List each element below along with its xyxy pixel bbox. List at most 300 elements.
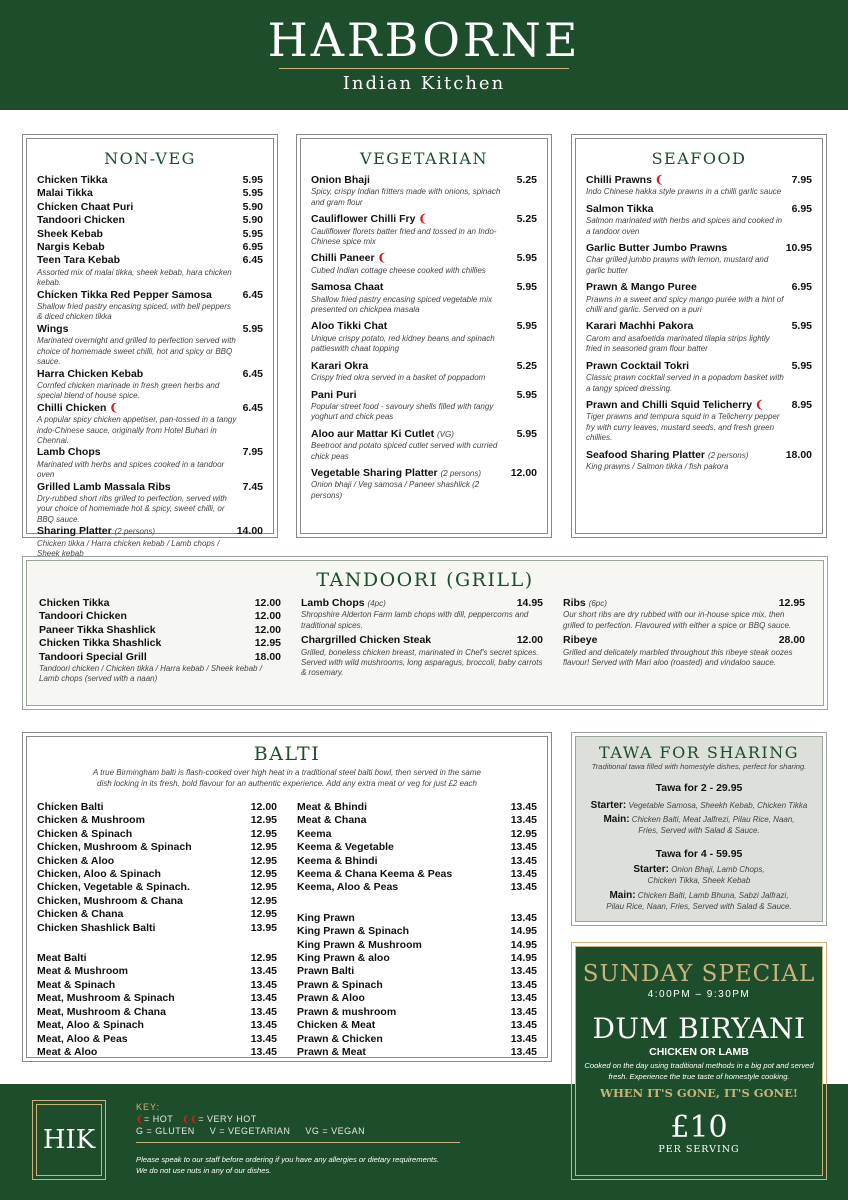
- item-name-text: Seafood Sharing Platter: [586, 448, 706, 461]
- item-price: 14.95: [510, 952, 537, 965]
- item-name: [297, 1046, 537, 1059]
- menu-item: [297, 965, 537, 978]
- item-price: 12.95: [250, 814, 277, 827]
- item-name-text: King Prawn & Mushroom: [297, 938, 422, 951]
- item-desc: Carom and asafoetida marinated tilapia strips lightly fried in seasoned gram flour batter: [586, 333, 770, 354]
- item-name-text: Chicken Chaat Puri: [37, 200, 134, 213]
- item-name: [301, 597, 543, 610]
- item-price: 13.45: [510, 881, 537, 894]
- item-price: 13.45: [510, 814, 537, 827]
- sunday-time: 4:00PM – 9:30PM: [647, 989, 751, 1000]
- item-desc: Salmon marinated with herbs and spices and cooked in a tandoor oven: [586, 216, 783, 236]
- header: [0, 0, 848, 110]
- item-price: 13.45: [510, 841, 537, 854]
- menu-item: [301, 634, 543, 679]
- item-portion: (4pc): [367, 599, 386, 608]
- item-name: [297, 952, 537, 965]
- item-desc: Chicken tikka / Harra chicken kebab / Lamb chops / Sheek kebab: [37, 538, 220, 558]
- item-name: [311, 428, 537, 441]
- menu-item: [37, 402, 263, 447]
- item-name-text: Nargis Kebab: [37, 241, 105, 254]
- menu-item: [311, 281, 537, 315]
- menu-item: [37, 979, 277, 992]
- item-name-text: Meat, Mushroom & Chana: [37, 1005, 166, 1018]
- item-name: [37, 952, 277, 965]
- allergy-note: [136, 1154, 439, 1176]
- item-name: [37, 481, 263, 494]
- item-desc: Shropshire Alderton Farm lamb chops with dill, peppercorns and traditional spices.: [301, 610, 529, 630]
- item-name-text: Chicken & Meat: [297, 1019, 376, 1032]
- item-name: [37, 1006, 277, 1019]
- tawa-4-main: Chicken Balti, Lamb Bhuna, Sabzi Jalfrazi, Pilau Rice, Naan, Fries, Served with Salad & Sauce.: [606, 891, 792, 911]
- item-desc: Cornfed chicken marinade in fresh green herbs and special blend of house spice.: [37, 380, 220, 401]
- item-name: [37, 841, 277, 854]
- vegetarian-title: VEGETARIAN: [360, 149, 488, 168]
- menu-item: [37, 952, 277, 965]
- item-name-text: Vegetable Sharing Platter: [311, 466, 438, 479]
- menu-item: [297, 814, 537, 827]
- item-price: 13.45: [250, 992, 277, 1005]
- item-name: [311, 467, 537, 480]
- item-name-text: Chicken, Aloo & Spinach: [37, 868, 161, 881]
- item-name-text: Chargrilled Chicken Steak: [301, 634, 432, 647]
- item-price: 12.00: [250, 801, 277, 813]
- item-name: [297, 1006, 537, 1019]
- item-name-text: Chicken Shashlick Balti: [37, 921, 156, 934]
- item-desc: Popular street food - savoury shells filled with tangy yoghurt and chick peas: [311, 401, 494, 422]
- item-name: [586, 281, 812, 294]
- item-price: 13.45: [250, 1005, 277, 1018]
- item-name-text: Tandoori Chicken: [39, 610, 127, 623]
- menu-item: [563, 634, 805, 668]
- item-desc: King prawns / Salmon tikka / fish pakora: [586, 461, 729, 471]
- item-name: [39, 637, 281, 650]
- item-name: [586, 174, 812, 187]
- menu-item: [297, 1006, 537, 1019]
- item-name: [311, 389, 537, 402]
- menu-item: [297, 1046, 537, 1059]
- menu-item: [37, 814, 277, 827]
- item-price: 6.45: [242, 288, 263, 301]
- item-name: [297, 841, 537, 854]
- balti-title: BALTI: [253, 743, 321, 765]
- menu-item: [37, 895, 277, 908]
- item-name: [37, 801, 277, 814]
- item-name: [37, 228, 263, 241]
- tawa-4-starter: Onion Bhaji, Lamb Chops, Chicken Tikka, Sheek Kebab: [647, 865, 765, 885]
- item-name: [39, 597, 281, 610]
- item-name-text: Prawn & Meat: [297, 1045, 366, 1058]
- item-name: [37, 992, 277, 1005]
- tawa-title: TAWA FOR SHARING: [599, 743, 799, 762]
- item-name: [37, 895, 277, 908]
- menu-item: [37, 187, 263, 200]
- item-name: [37, 201, 263, 214]
- item-desc: Cauliflower florets batter fried and tossed in an Indo-Chinese spice mix: [311, 226, 497, 247]
- item-price: 12.95: [250, 841, 277, 854]
- item-name-text: Prawn & Aloo: [297, 992, 365, 1005]
- menu-item: [37, 241, 263, 254]
- key-hot-line: [136, 1114, 257, 1125]
- restaurant-title: HARBORNE: [267, 13, 581, 67]
- menu-item: [297, 1033, 537, 1046]
- tawa-subtitle: Traditional tawa filled with homestyle dishes, perfect for sharing.: [591, 762, 807, 771]
- item-price: 12.00: [254, 610, 281, 623]
- tawa-2-starter-label: Starter:: [590, 800, 627, 811]
- item-price: 12.95: [254, 637, 281, 650]
- menu-item: [563, 597, 805, 631]
- item-name: [37, 814, 277, 827]
- item-name-text: Aloo aur Mattar Ki Cutlet: [311, 427, 435, 440]
- item-name: [39, 610, 281, 623]
- item-name: [37, 908, 277, 921]
- item-name: [297, 801, 537, 814]
- item-name-text: Meat & Aloo: [37, 1045, 98, 1058]
- item-name: [37, 828, 277, 841]
- item-name-text: Chicken Balti: [37, 801, 104, 813]
- item-name-text: Karari Machhi Pakora: [586, 320, 694, 333]
- menu-item: [37, 841, 277, 854]
- menu-item: [37, 855, 277, 868]
- item-name: [586, 242, 812, 255]
- balti-col1a: [27, 801, 287, 935]
- item-name: [37, 979, 277, 992]
- vegetarian-list: [301, 174, 547, 501]
- menu-item: [311, 252, 537, 276]
- item-portion: (2 persons): [440, 468, 482, 478]
- item-name: [37, 402, 263, 415]
- menu-item: [37, 1019, 277, 1032]
- item-name: [37, 922, 277, 935]
- item-desc: Tiger prawns and tempura squid in a Telicherry pepper fry with curry leaves, mustard seeds, and fresh green chillies.: [586, 412, 780, 443]
- item-name-text: Grilled Lamb Massala Ribs: [37, 480, 171, 493]
- item-price: 12.00: [254, 597, 281, 609]
- item-name-text: Meat & Spinach: [37, 978, 116, 991]
- item-name-text: Tandoori Chicken: [37, 214, 125, 227]
- menu-item: [297, 952, 537, 965]
- menu-item: [297, 855, 537, 868]
- item-name: [37, 368, 263, 381]
- menu-item: [37, 868, 277, 881]
- item-name-text: Chicken, Mushroom & Spinach: [37, 841, 192, 854]
- menu-item: [297, 939, 537, 952]
- sunday-title: SUNDAY SPECIAL: [582, 961, 816, 987]
- item-name-text: Chicken, Vegetable & Spinach.: [37, 881, 190, 894]
- item-desc: Spicy, crispy Indian fritters made with onions, spinach and gram flour: [311, 187, 501, 207]
- item-name: [297, 965, 537, 978]
- item-desc: Our short ribs are dry rubbed with our in-house spice mix, then grilled to perfection. Flavoured with either a spice or BBQ sauce.: [563, 610, 792, 630]
- item-price: 5.95: [516, 388, 537, 401]
- item-price: 6.45: [242, 367, 263, 380]
- item-price: 13.45: [250, 978, 277, 991]
- item-price: 13.45: [250, 1019, 277, 1032]
- item-price: 5.95: [516, 320, 537, 333]
- item-name-text: Keema & Chana Keema & Peas: [297, 868, 453, 881]
- item-price: 12.95: [250, 881, 277, 894]
- item-price: 13.45: [250, 1045, 277, 1058]
- item-desc: Crispy fried okra served in a basket of poppadom: [311, 373, 486, 383]
- chilli-icon: ❨: [752, 398, 764, 411]
- chilli-icon: ❨: [136, 1114, 145, 1124]
- item-name-text: Prawn & mushroom: [297, 1005, 397, 1018]
- key-hot: = HOT: [144, 1114, 174, 1124]
- item-name-text: Karari Okra: [311, 359, 369, 372]
- menu-item: [37, 446, 263, 480]
- menu-item: [37, 228, 263, 241]
- sunday-price: £10: [670, 1110, 728, 1145]
- menu-item: [37, 881, 277, 894]
- item-name-text: Teen Tara Kebab: [37, 254, 121, 267]
- item-price: 13.45: [510, 854, 537, 867]
- item-price: 6.95: [791, 281, 812, 294]
- menu-item: [311, 428, 537, 462]
- sunday-desc: Cooked on the day using traditional methods in a big pot and served fresh. Experience the true taste of homestyle cooking.: [584, 1061, 814, 1081]
- item-name: [586, 360, 812, 373]
- item-price: 7.95: [242, 446, 263, 459]
- menu-item: [297, 979, 537, 992]
- vegetarian-section: [300, 138, 548, 534]
- item-name: [297, 925, 537, 938]
- header-rule: [279, 68, 569, 69]
- item-price: 5.25: [516, 213, 537, 226]
- item-name-text: Chicken & Mushroom: [37, 814, 145, 827]
- item-price: 12.00: [516, 634, 543, 647]
- tandoori-section: [26, 560, 824, 706]
- menu-item: [37, 201, 263, 214]
- balti-section: [26, 736, 548, 1058]
- item-price: 6.95: [242, 241, 263, 254]
- item-price: 5.95: [791, 320, 812, 333]
- item-price: 7.45: [242, 480, 263, 493]
- item-price: 13.45: [510, 1005, 537, 1018]
- item-name: [37, 254, 263, 267]
- item-price: 13.45: [510, 911, 537, 924]
- item-name-text: Cauliflower Chilli Fry: [311, 213, 416, 226]
- item-desc: Classic prawn cocktail served in a popadom basket with a tangy spiced dressing.: [586, 373, 784, 393]
- item-price: 5.95: [516, 427, 537, 440]
- menu-item: [297, 881, 537, 894]
- item-price: 13.95: [250, 921, 277, 934]
- item-name-text: Prawn & Chicken: [297, 1032, 383, 1045]
- item-price: 12.95: [250, 894, 277, 907]
- tawa-for-2: Tawa for 2 - 29.95: [655, 782, 743, 794]
- menu-item: [297, 925, 537, 938]
- item-price: 12.95: [510, 827, 537, 840]
- item-price: 13.45: [510, 868, 537, 881]
- item-name: [37, 289, 263, 302]
- item-name-text: Chicken Tikka Shashlick: [39, 637, 162, 650]
- item-name: [297, 979, 537, 992]
- item-name: [586, 203, 812, 216]
- item-name-text: Keema: [297, 827, 332, 840]
- item-desc: Unique crispy potato, red kidney beans and spinach pattieswith chaat topping: [311, 333, 495, 354]
- item-name: [586, 449, 812, 462]
- menu-item: [311, 467, 537, 501]
- item-name: [311, 174, 537, 187]
- tawa-2-main-label: Main:: [603, 814, 630, 825]
- hik-logo: HIK: [36, 1104, 102, 1176]
- menu-item: [297, 801, 537, 814]
- item-price: 6.45: [242, 401, 263, 414]
- item-portion: (VG): [437, 429, 454, 439]
- item-name: [297, 939, 537, 952]
- item-name-text: Chilli Chicken: [37, 401, 107, 414]
- item-name-text: Chicken Tikka Red Pepper Samosa: [37, 288, 212, 301]
- menu-item: [37, 992, 277, 1005]
- item-price: 13.45: [250, 1032, 277, 1045]
- item-name: [37, 525, 263, 538]
- key-very-hot: = VERY HOT: [198, 1114, 257, 1124]
- item-price: 5.95: [516, 281, 537, 294]
- item-price: 12.95: [250, 868, 277, 881]
- nonveg-title: NON-VEG: [104, 149, 196, 168]
- item-name-text: Keema & Vegetable: [297, 841, 394, 854]
- item-name-text: Meat & Bhindi: [297, 801, 367, 813]
- item-price: 13.45: [510, 801, 537, 813]
- item-name: [37, 1019, 277, 1032]
- item-name-text: Salmon Tikka: [586, 202, 654, 215]
- menu-item: [297, 841, 537, 854]
- item-price: 28.00: [778, 634, 805, 647]
- item-price: 6.45: [242, 254, 263, 267]
- item-name: [39, 651, 281, 664]
- item-desc: Dry-rubbed short ribs grilled to perfection, served with your choice of homemade hot & spicy, sweet chilli, or BBQ sauce.: [37, 493, 227, 524]
- menu-item: [586, 449, 812, 473]
- item-portion: (6pc): [588, 599, 607, 608]
- item-price: 5.90: [242, 214, 263, 227]
- menu-item: [297, 828, 537, 841]
- key-label: KEY:: [136, 1102, 161, 1112]
- menu-item: [37, 1046, 277, 1059]
- item-desc: Grilled, boneless chicken breast, marinated in Chef's secret spices. Served with wild mushrooms, long asparagus, broccoli, baby carrots & rosemary.: [301, 647, 543, 678]
- item-price: 6.95: [791, 202, 812, 215]
- chilli-icon: ❨: [106, 401, 119, 414]
- item-name: [37, 241, 263, 254]
- footer-rule: [136, 1142, 460, 1143]
- item-name: [297, 814, 537, 827]
- item-name: [297, 868, 537, 881]
- item-name-text: Chicken & Aloo: [37, 854, 115, 867]
- item-name-text: Chicken & Chana: [37, 908, 124, 921]
- item-name-text: Paneer Tikka Shashlick: [39, 623, 156, 636]
- item-name: [37, 1046, 277, 1059]
- item-name-text: Meat Balti: [37, 952, 87, 965]
- item-price: 12.95: [250, 952, 277, 965]
- menu-item: [37, 254, 263, 288]
- menu-item: [586, 399, 812, 444]
- item-name: [301, 634, 543, 647]
- menu-item: [586, 174, 812, 198]
- item-name: [37, 214, 263, 227]
- menu-item: [37, 481, 263, 526]
- menu-item: [37, 289, 263, 323]
- item-name-text: Lamb Chops: [301, 597, 365, 609]
- item-name-text: Wings: [37, 322, 69, 335]
- item-name: [37, 881, 277, 894]
- item-desc: Grilled and delicately marbled throughout this ribeye steak oozes flavour! Served with Mari aloo (roasted) and vindaloo sauce.: [563, 647, 793, 668]
- balti-col2a: [287, 801, 547, 895]
- item-name: [37, 187, 263, 200]
- item-price: 12.00: [254, 623, 281, 636]
- menu-item: [311, 174, 537, 208]
- item-desc: A popular spicy chicken appetiser, pan-tossed in a tangy indo-Chinese sauce, originally from Hotel Buhari in Chennai.: [37, 415, 237, 445]
- item-name: [297, 912, 537, 925]
- allergy-note-1: Please speak to our staff before ordering if you have any allergies or dietary requirements.: [136, 1155, 440, 1164]
- item-name: [297, 992, 537, 1005]
- menu-item: [37, 368, 263, 402]
- item-name-text: Chicken & Spinach: [37, 827, 133, 840]
- item-name: [311, 320, 537, 333]
- menu-item: [297, 868, 537, 881]
- sunday-special: [575, 946, 823, 1176]
- item-price: 5.95: [791, 359, 812, 372]
- sunday-gone: WHEN IT'S GONE, IT'S GONE!: [600, 1086, 798, 1100]
- balti-col1b: [27, 952, 287, 1059]
- item-name: [37, 1033, 277, 1046]
- menu-item: [39, 637, 281, 650]
- item-name: [311, 360, 537, 373]
- item-name-text: Malai Tikka: [37, 187, 93, 200]
- menu-item: [37, 174, 263, 187]
- item-name: [37, 855, 277, 868]
- item-name: [586, 399, 812, 412]
- item-name: [297, 1033, 537, 1046]
- item-portion: (2 persons): [114, 527, 156, 537]
- sunday-dish: DUM BIRYANI: [592, 1012, 806, 1045]
- item-portion: (2 persons): [707, 450, 749, 460]
- item-name-text: Prawn & Mango Puree: [586, 281, 697, 294]
- item-name-text: Chilli Paneer: [311, 252, 375, 265]
- tandoori-col3: [553, 597, 815, 685]
- allergy-note-2: We do not use nuts in any of our dishes.: [136, 1166, 272, 1175]
- item-name-text: Prawn Cocktail Tokri: [586, 359, 690, 372]
- item-name: [297, 828, 537, 841]
- item-price: 5.95: [516, 252, 537, 265]
- chilli-icon: ❨: [374, 252, 387, 265]
- item-name-text: Keema, Aloo & Peas: [297, 881, 399, 894]
- item-name: [311, 281, 537, 294]
- item-name-text: Lamb Chops: [37, 446, 101, 459]
- item-name-text: Ribeye: [563, 634, 598, 647]
- item-name: [311, 213, 537, 226]
- menu-item: [37, 908, 277, 921]
- menu-item: [39, 610, 281, 623]
- menu-item: [37, 1033, 277, 1046]
- item-name: [37, 868, 277, 881]
- item-price: 5.25: [516, 174, 537, 186]
- item-price: 13.45: [510, 992, 537, 1005]
- tandoori-col2: [291, 597, 553, 685]
- tandoori-col1: [29, 597, 291, 685]
- item-price: 8.95: [791, 398, 812, 411]
- item-price: 13.45: [510, 1032, 537, 1045]
- item-name-text: Keema & Bhindi: [297, 854, 378, 867]
- item-name: [37, 174, 263, 187]
- tawa-for-4: Tawa for 4 - 59.95: [655, 848, 743, 860]
- chilli-icon: ❨: [651, 174, 664, 186]
- item-name-text: Aloo Tikki Chat: [311, 320, 388, 333]
- item-name: [37, 965, 277, 978]
- very-hot-icon: ❨❨: [182, 1114, 199, 1124]
- tandoori-title: TANDOORI (GRILL): [316, 569, 534, 591]
- sunday-options: CHICKEN OR LAMB: [649, 1046, 749, 1058]
- tawa-2-starter: Vegetable Samosa, Sheekh Kebab, Chicken Tikka: [628, 801, 808, 810]
- item-name: [37, 323, 263, 336]
- item-name-text: Chicken Tikka: [37, 174, 108, 186]
- item-name-text: Chicken Tikka: [39, 597, 110, 609]
- item-price: 5.95: [242, 174, 263, 186]
- menu-item: [297, 992, 537, 1005]
